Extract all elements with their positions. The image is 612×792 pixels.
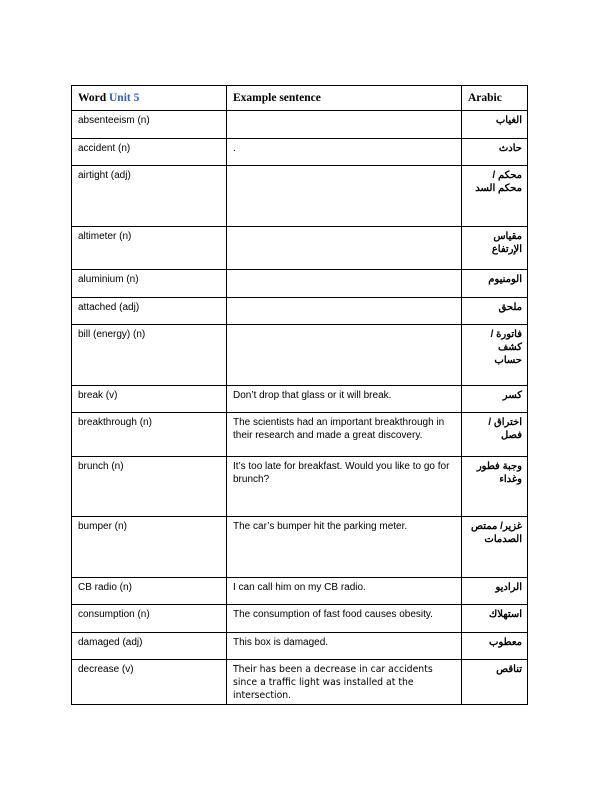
example-cell: It’s too late for breakfast. Would you like to go for brunch? [227, 457, 462, 517]
table-row [72, 413, 528, 457]
word-cell: altimeter (n) [72, 227, 227, 270]
example-cell: Don’t drop that glass or it will break. [227, 386, 462, 413]
arabic-cell: معطوب [462, 633, 528, 660]
example-cell [227, 298, 462, 325]
arabic-cell: وجبة فطور وغداء [462, 457, 528, 517]
arabic-cell: غزير/ ممتص الصدمات [462, 517, 528, 578]
table-row [72, 605, 528, 633]
word-cell: bill (energy) (n) [72, 325, 227, 386]
example-cell [227, 166, 462, 227]
table-row [72, 227, 528, 270]
word-cell: accident (n) [72, 139, 227, 166]
example-cell: The consumption of fast food causes obesity. [227, 605, 462, 633]
example-cell [227, 111, 462, 139]
header-arabic: Arabic [462, 86, 528, 111]
table-row [72, 578, 528, 605]
example-cell: Their has been a decrease in car accidents since a traffic light was installed at the intersection. [227, 660, 462, 705]
table-row [72, 298, 528, 325]
word-cell: decrease (v) [72, 660, 227, 705]
table-row [72, 270, 528, 298]
arabic-cell: كسر [462, 386, 528, 413]
word-cell: breakthrough (n) [72, 413, 227, 457]
vocabulary-table [71, 85, 528, 705]
word-cell: CB radio (n) [72, 578, 227, 605]
header-example: Example sentence [227, 86, 462, 111]
header-unit-label: Unit 5 [109, 91, 140, 104]
table-header-row [72, 86, 528, 111]
arabic-cell: استهلاك [462, 605, 528, 633]
word-cell: absenteeism (n) [72, 111, 227, 139]
arabic-cell: الغياب [462, 111, 528, 139]
arabic-cell: فاتورة / كشف حساب [462, 325, 528, 386]
word-cell: break (v) [72, 386, 227, 413]
example-cell: The scientists had an important breakthrough in their research and made a great discovery. [227, 413, 462, 457]
arabic-cell: ملحق [462, 298, 528, 325]
word-cell: bumper (n) [72, 517, 227, 578]
arabic-cell: محكم / محكم السد [462, 166, 528, 227]
arabic-cell: تناقص [462, 660, 528, 705]
table-row [72, 633, 528, 660]
word-cell: attached (adj) [72, 298, 227, 325]
word-cell: airtight (adj) [72, 166, 227, 227]
table-row [72, 325, 528, 386]
table-row [72, 457, 528, 517]
arabic-cell: اختراق / فصل [462, 413, 528, 457]
header-word [72, 86, 227, 111]
table-row [72, 386, 528, 413]
arabic-cell: حادث [462, 139, 528, 166]
arabic-cell: الراديو [462, 578, 528, 605]
table-row [72, 517, 528, 578]
example-cell [227, 227, 462, 270]
table-row [72, 660, 528, 705]
table-row [72, 139, 528, 166]
example-cell: I can call him on my CB radio. [227, 578, 462, 605]
example-cell: This box is damaged. [227, 633, 462, 660]
example-cell: . [227, 139, 462, 166]
word-cell: brunch (n) [72, 457, 227, 517]
arabic-cell: مقياس الإرتفاع [462, 227, 528, 270]
arabic-cell: الومنيوم [462, 270, 528, 298]
example-cell [227, 325, 462, 386]
header-word-label: Word [78, 91, 109, 104]
word-cell: consumption (n) [72, 605, 227, 633]
word-cell: damaged (adj) [72, 633, 227, 660]
example-cell [227, 270, 462, 298]
word-cell: aluminium (n) [72, 270, 227, 298]
table-row [72, 166, 528, 227]
table-row [72, 111, 528, 139]
example-cell: The car’s bumper hit the parking meter. [227, 517, 462, 578]
